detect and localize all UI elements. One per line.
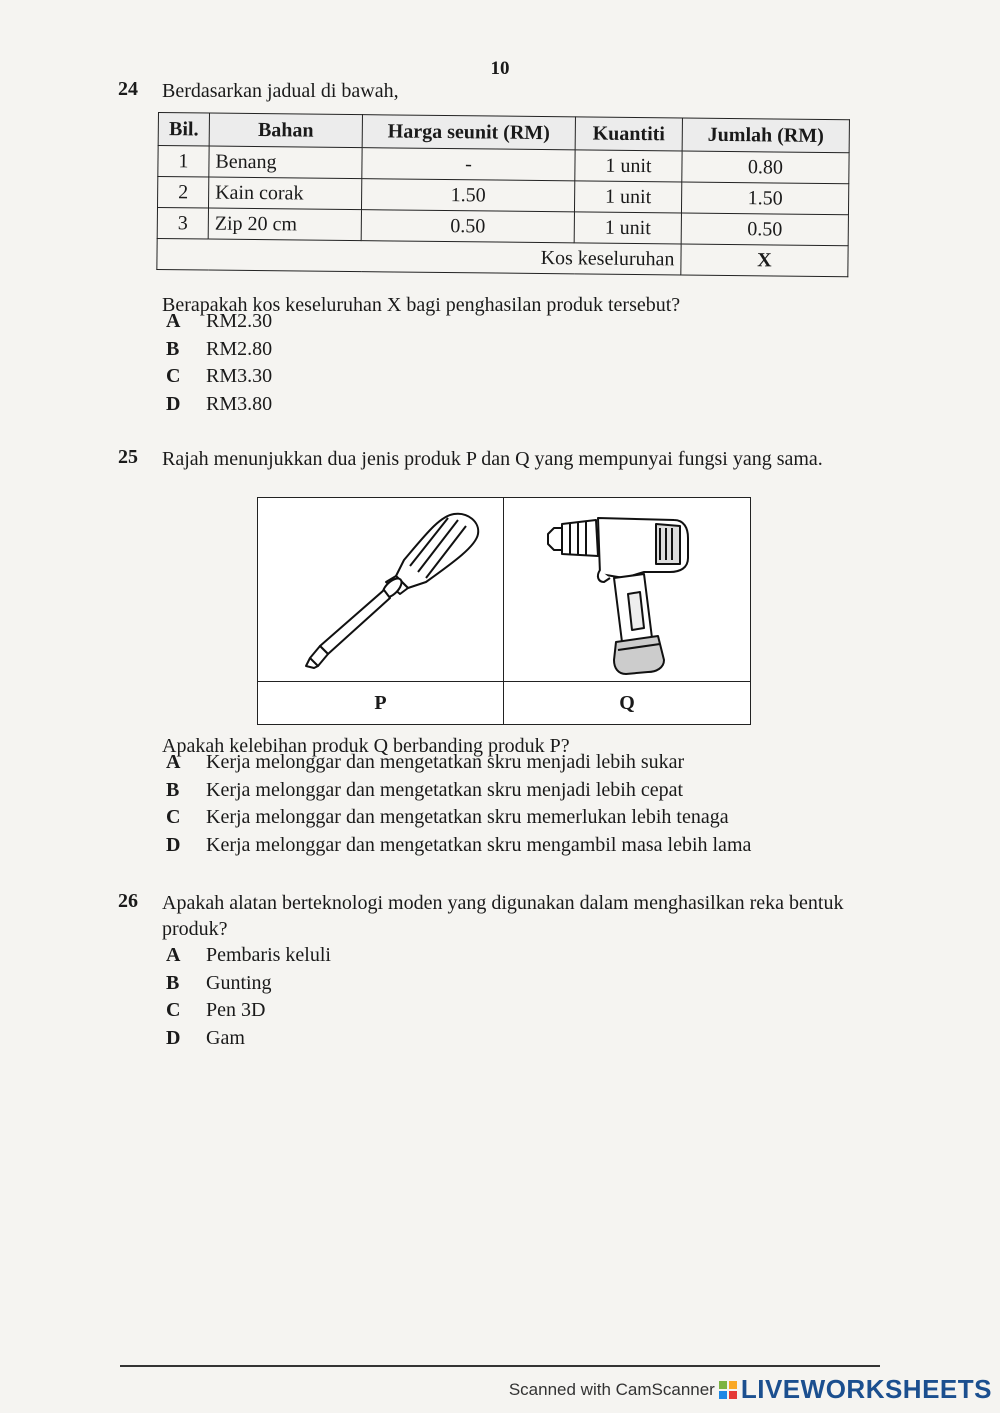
header-kuantiti: Kuantiti: [575, 117, 682, 151]
cell-kuantiti: 1 unit: [574, 181, 681, 213]
product-q-cell: [504, 498, 750, 681]
options-list: [162, 942, 331, 1052]
cell-bahan: Benang: [209, 146, 362, 179]
liveworksheets-brand: LIVEWORKSHEETS: [740, 1374, 992, 1404]
option-text: RM2.80: [206, 337, 273, 360]
option-d[interactable]: [162, 1025, 331, 1053]
cell-bahan: Zip 20 cm: [208, 208, 361, 241]
cell-bil: 3: [157, 208, 208, 240]
scanned-label: Scanned with CamScanner: [508, 1379, 715, 1399]
option-b[interactable]: [162, 336, 272, 364]
options-list: [162, 308, 272, 418]
header-harga: Harga seunit (RM): [362, 115, 575, 150]
option-letter: D: [166, 1026, 181, 1049]
option-d[interactable]: [162, 832, 751, 860]
header-bil: Bil.: [158, 113, 209, 147]
option-text: Gunting: [206, 971, 272, 994]
footer-divider: [120, 1365, 880, 1367]
option-c[interactable]: [162, 804, 751, 832]
table-total-row: [157, 238, 848, 276]
question-text: Berapakah kos keseluruhan X bagi penghasilan produk tersebut?: [162, 294, 681, 316]
product-p-cell: [258, 498, 504, 681]
option-text: Pembaris keluli: [206, 944, 331, 966]
question-intro: Rajah menunjukkan dua jenis produk P dan Q yang mempunyai fungsi yang sama.: [162, 448, 823, 470]
option-letter: C: [166, 999, 181, 1021]
product-figure: [257, 497, 751, 725]
option-text: Kerja melonggar dan mengetatkan skru mengambil masa lebih lama: [206, 833, 752, 856]
power-drill-icon: [504, 498, 750, 681]
option-text: Kerja melonggar dan mengetatkan skru menjadi lebih sukar: [206, 751, 685, 773]
label-q: Q: [619, 692, 635, 714]
cell-kuantiti: 1 unit: [574, 212, 681, 244]
cell-bil: 1: [158, 146, 209, 178]
option-text: Kerja melonggar dan mengetatkan skru memerlukan lebih tenaga: [206, 806, 729, 828]
question-text: Apakah kelebihan produk Q berbanding produk P?: [162, 735, 570, 757]
option-letter: D: [166, 833, 181, 856]
option-text: RM2.30: [206, 310, 273, 332]
liveworksheets-logo-icon: [719, 1381, 737, 1399]
option-a[interactable]: [162, 308, 272, 336]
option-text: Gam: [206, 1026, 245, 1049]
option-c[interactable]: [162, 997, 331, 1025]
option-letter: D: [166, 392, 181, 415]
option-text: RM3.30: [206, 365, 273, 387]
option-letter: C: [166, 806, 181, 828]
option-text: Pen 3D: [206, 999, 266, 1021]
screwdriver-icon: [258, 498, 503, 681]
total-value: X: [681, 244, 848, 277]
option-b[interactable]: [162, 970, 331, 998]
cell-jumlah: 0.50: [681, 213, 848, 246]
cell-jumlah: 0.80: [682, 151, 849, 184]
cell-harga: 0.50: [361, 210, 574, 243]
option-d[interactable]: [162, 391, 272, 419]
cell-harga: 1.50: [361, 179, 574, 212]
cell-bil: 2: [157, 177, 208, 209]
option-text: RM3.80: [206, 392, 273, 415]
option-letter: A: [166, 310, 181, 332]
cell-kuantiti: 1 unit: [575, 150, 682, 182]
option-letter: B: [166, 778, 180, 801]
question-text: Apakah alatan berteknologi moden yang digunakan dalam menghasilkan reka bentuk produk?: [162, 892, 844, 940]
option-a[interactable]: [162, 942, 331, 970]
question-number: 25: [118, 446, 138, 468]
option-letter: A: [166, 751, 181, 773]
cell-bahan: Kain corak: [208, 177, 361, 210]
cost-table: [156, 112, 850, 277]
question-number: 26: [118, 890, 138, 912]
question-intro: Berdasarkan jadual di bawah,: [162, 80, 399, 102]
option-b[interactable]: [162, 777, 751, 805]
page-number: 10: [490, 58, 510, 79]
question-number: 24: [118, 78, 138, 100]
header-bahan: Bahan: [209, 113, 362, 148]
cell-jumlah: 1.50: [681, 182, 848, 215]
footer-branding: [509, 1374, 992, 1405]
total-label: Kos keseluruhan: [157, 238, 681, 274]
option-text: Kerja melonggar dan mengetatkan skru menjadi lebih cepat: [206, 778, 684, 801]
option-letter: C: [166, 365, 181, 387]
header-jumlah: Jumlah (RM): [682, 118, 849, 153]
option-letter: B: [166, 337, 180, 360]
option-letter: B: [166, 971, 180, 994]
cell-harga: -: [362, 148, 575, 181]
options-list: [162, 749, 751, 859]
option-a[interactable]: [162, 749, 751, 777]
label-p: P: [258, 682, 504, 724]
product-labels: [258, 681, 750, 724]
option-letter: A: [166, 944, 181, 966]
option-c[interactable]: [162, 363, 272, 391]
